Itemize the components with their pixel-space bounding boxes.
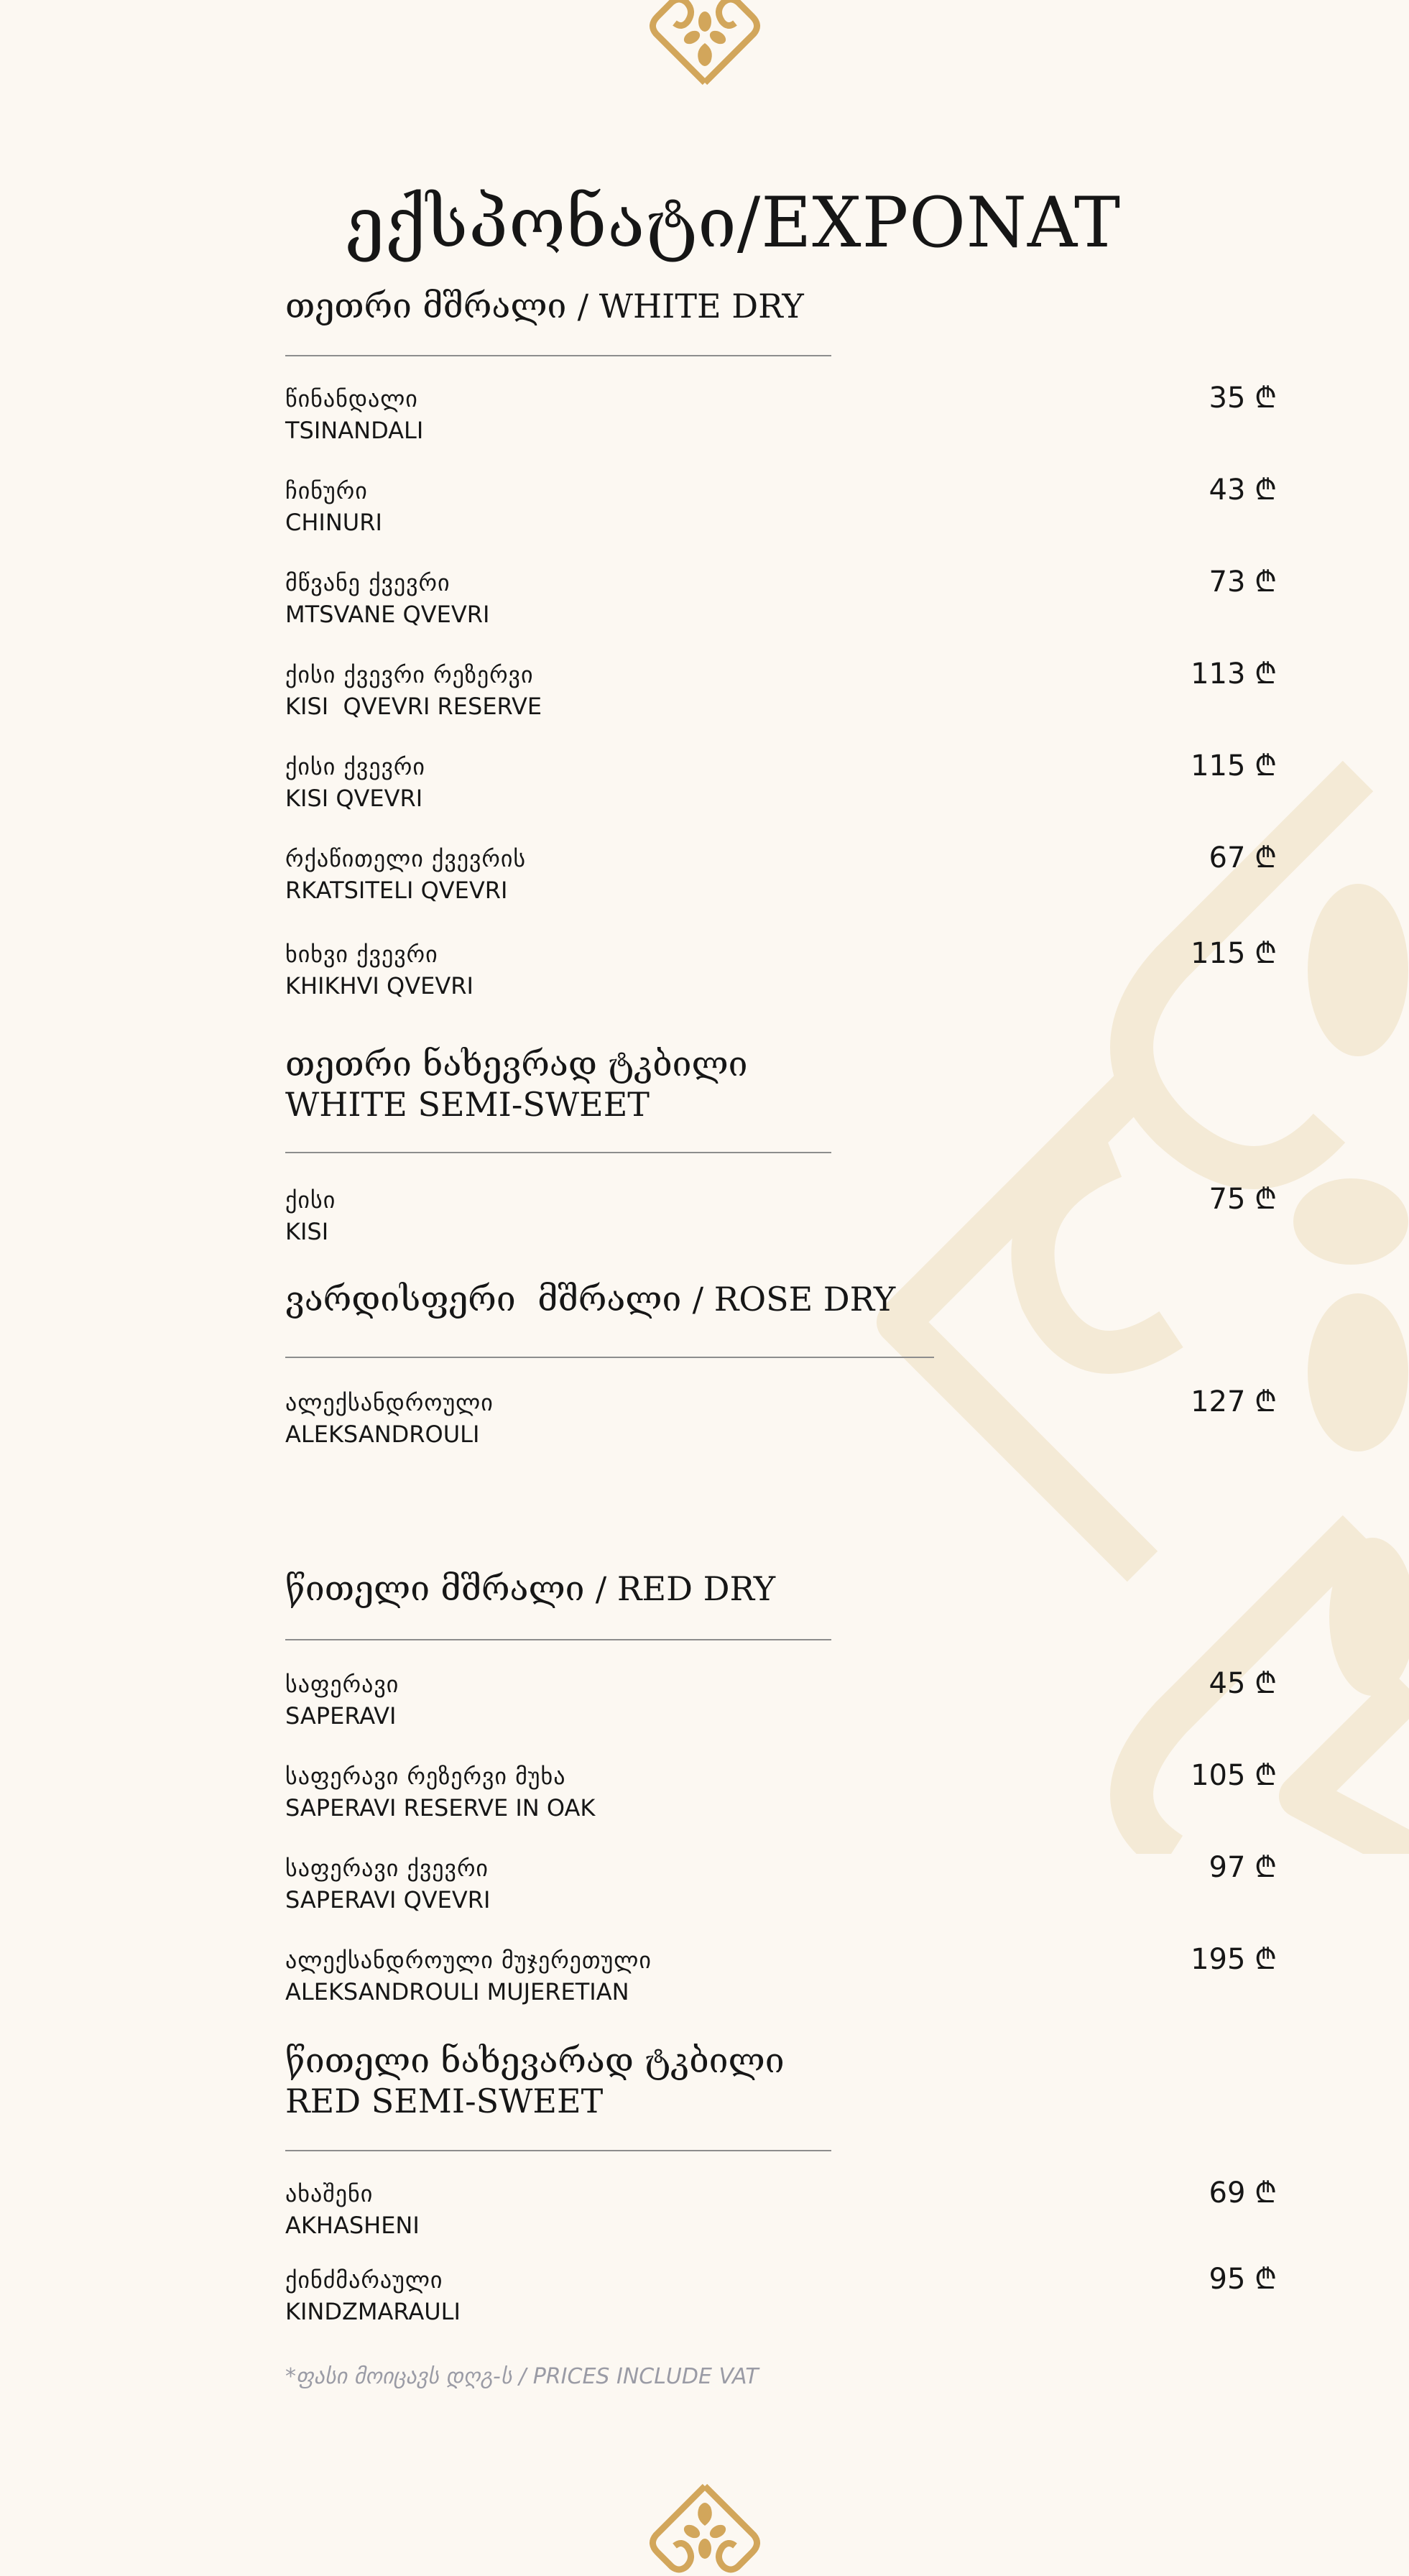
menu-item	[285, 1183, 1277, 1250]
item-price: 73 ₾	[1209, 565, 1277, 599]
vat-note: *ფასი მოიცავს დღგ-ს / PRICES INCLUDE VAT	[285, 2364, 759, 2389]
item-name-en: SAPERAVI	[285, 1702, 397, 1730]
item-name-en: KISI QVEVRI RESERVE	[285, 693, 542, 720]
item-price: 35 ₾	[1209, 382, 1277, 415]
section-heading-ka: ვარდისფერი მშრალი	[285, 1279, 682, 1319]
section-heading-red-semi-sweet	[285, 2041, 785, 2121]
menu-item	[285, 384, 1277, 449]
menu-item	[285, 1385, 1277, 1453]
item-name-en: TSINANDALI	[285, 417, 424, 444]
item-name-ka: ხიხვი ქვევრი	[285, 941, 438, 968]
menu-item	[285, 476, 1277, 541]
section-heading-en: WHITE SEMI-SWEET	[285, 1085, 650, 1124]
item-price: 95 ₾	[1209, 2263, 1277, 2296]
menu-item	[285, 565, 1277, 633]
item-name-en: KISI QVEVRI	[285, 785, 423, 812]
item-price: 195 ₾	[1191, 1943, 1277, 1976]
menu-item	[285, 1759, 1277, 1827]
ornament-icon	[642, 2483, 768, 2576]
divider	[285, 1152, 831, 1153]
item-price: 97 ₾	[1209, 1851, 1277, 1884]
item-name-en: KISI	[285, 1218, 329, 1245]
item-name-ka: წინანდალი	[285, 385, 418, 412]
item-name-ka: საფერავი ქვევრი	[285, 1855, 489, 1882]
section-heading-white-semi-sweet	[285, 1044, 748, 1125]
item-name-en: AKHASHENI	[285, 2212, 420, 2239]
item-price: 115 ₾	[1191, 749, 1277, 783]
item-price: 69 ₾	[1209, 2176, 1277, 2210]
item-name-ka: ქისი ქვევრი რეზერვი	[285, 661, 534, 688]
item-price: 105 ₾	[1191, 1759, 1277, 1792]
item-name-ka: ალექსანდროული მუჯერეთული	[285, 1947, 652, 1974]
item-name-en: RKATSITELI QVEVRI	[285, 877, 508, 904]
item-name-en: KHIKHVI QVEVRI	[285, 972, 473, 1000]
item-price: 75 ₾	[1209, 1183, 1277, 1216]
item-name-ka: ჩინური	[285, 477, 368, 504]
item-name-en: SAPERAVI QVEVRI	[285, 1886, 491, 1913]
item-name-en: MTSVANE QVEVRI	[285, 601, 490, 628]
section-heading-ka: თეთრი ნახევრად ტკბილი	[285, 1044, 748, 1084]
menu-item	[285, 1943, 1277, 2011]
item-price: 115 ₾	[1191, 937, 1277, 970]
item-name-en: CHINURI	[285, 509, 382, 536]
item-price: 43 ₾	[1209, 474, 1277, 507]
menu-item	[285, 1667, 1277, 1735]
menu-item	[285, 937, 1277, 1005]
item-price: 45 ₾	[1209, 1667, 1277, 1700]
item-name-ka: საფერავი რეზერვი მუხა	[285, 1763, 566, 1790]
section-heading-white-dry	[285, 286, 804, 326]
item-name-ka: რქაწითელი ქვევრის	[285, 845, 527, 872]
section-heading-ka: წითელი ნახევარად ტკბილი	[285, 2041, 785, 2081]
menu-item	[285, 657, 1277, 725]
ornament-icon	[642, 0, 768, 86]
menu-item	[285, 2263, 1277, 2330]
section-heading-en: / RED DRY	[595, 1569, 776, 1608]
page-title: ექსპონატი/EXPONAT	[345, 183, 1122, 263]
section-heading-en: RED SEMI-SWEET	[285, 2082, 604, 2120]
section-heading-rose-dry	[285, 1279, 895, 1319]
divider	[285, 2150, 831, 2151]
menu-item	[285, 2176, 1277, 2244]
divider	[285, 355, 831, 356]
section-heading-en: / WHITE DRY	[577, 287, 804, 326]
item-name-ka: მწვანე ქვევრი	[285, 569, 451, 596]
section-heading-ka: წითელი მშრალი	[285, 1569, 585, 1609]
item-name-ka: ალექსანდროული	[285, 1389, 494, 1416]
item-name-en: ALEKSANDROULI	[285, 1421, 480, 1448]
item-name-ka: ქინძმარაული	[285, 2266, 443, 2294]
item-name-en: ALEKSANDROULI MUJERETIAN	[285, 1978, 629, 2005]
item-price: 67 ₾	[1209, 841, 1277, 874]
item-name-ka: საფერავი	[285, 1671, 399, 1698]
section-heading-en: / ROSE DRY	[692, 1280, 896, 1319]
menu-item	[285, 1851, 1277, 1919]
item-name-en: SAPERAVI RESERVE IN OAK	[285, 1794, 596, 1822]
menu-item	[285, 749, 1277, 817]
section-heading-ka: თეთრი მშრალი	[285, 286, 567, 326]
section-heading-red-dry	[285, 1569, 775, 1609]
item-price: 113 ₾	[1191, 657, 1277, 691]
divider	[285, 1357, 934, 1358]
item-name-ka: ახაშენი	[285, 2180, 374, 2207]
item-name-en: KINDZMARAULI	[285, 2298, 461, 2325]
divider	[285, 1639, 831, 1640]
item-price: 127 ₾	[1191, 1385, 1277, 1418]
menu-item	[285, 841, 1277, 909]
item-name-ka: ქისი ქვევრი	[285, 753, 425, 780]
item-name-ka: ქისი	[285, 1186, 336, 1214]
